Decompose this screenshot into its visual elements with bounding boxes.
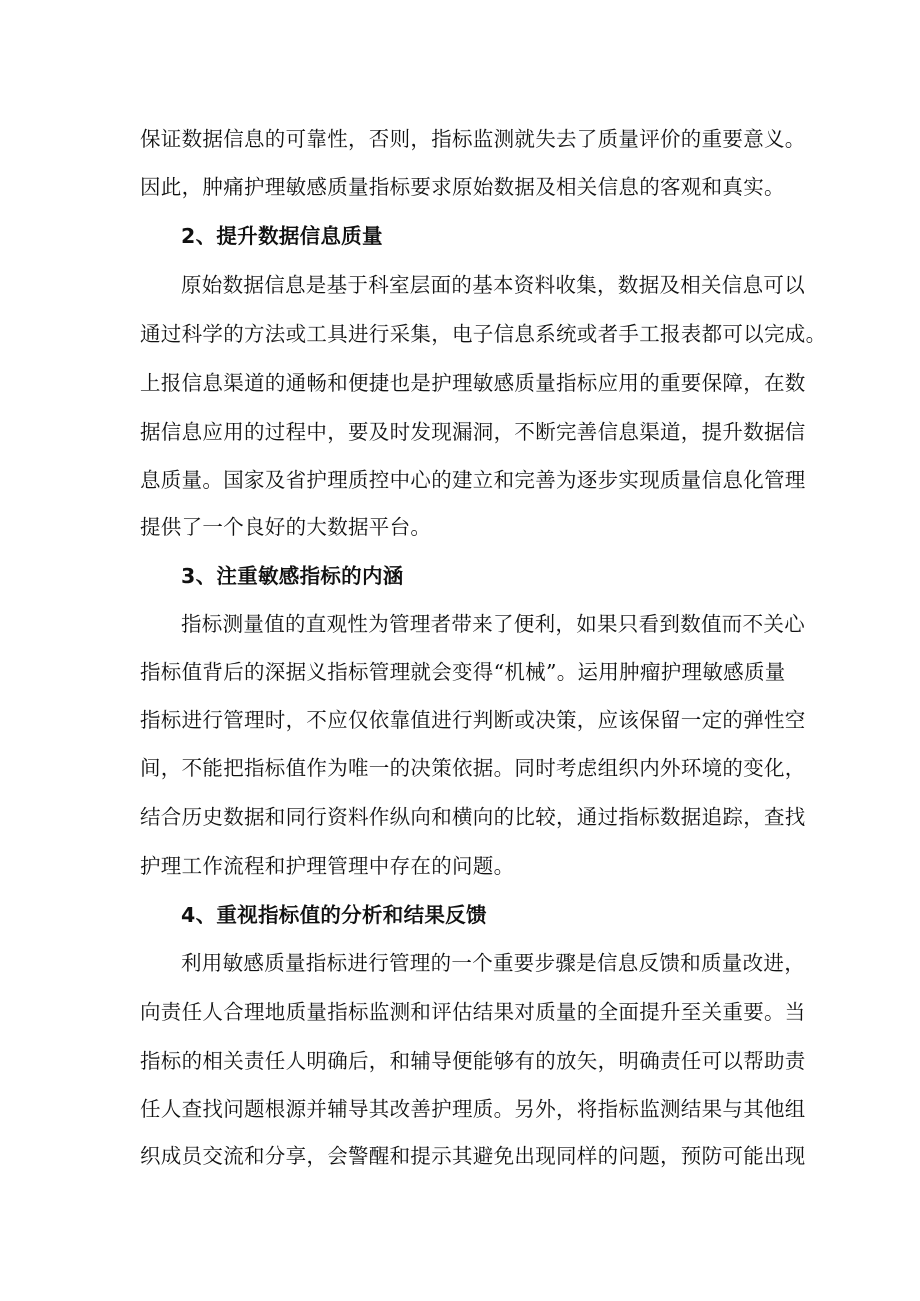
body-text-line: 向责任人合理地质量指标监测和评估结果对质量的全面提升至关重要。当 xyxy=(140,1000,806,1024)
section-heading-3: 3、注重敏感指标的内涵 xyxy=(181,564,404,588)
body-text-line: 指标的相关责任人明确后，和辅导便能够有的放矢，明确责任可以帮助责 xyxy=(140,1049,806,1073)
section-heading-4: 4、重视指标值的分析和结果反馈 xyxy=(181,903,487,927)
body-text-line: 据信息应用的过程中，要及时发现漏洞，不断完善信息渠道，提升数据信 xyxy=(140,420,806,444)
body-text-line: 指标测量值的直观性为管理者带来了便利，如果只看到数值而不关心 xyxy=(181,612,805,636)
body-text-line: 通过科学的方法或工具进行采集，电子信息系统或者手工报表都可以完成。 xyxy=(140,322,827,346)
body-text-line: 因此，肿痛护理敏感质量指标要求原始数据及相关信息的客观和真实。 xyxy=(140,175,785,199)
body-text-line: 指标进行管理时，不应仅依靠值进行判断或决策，应该保留一定的弹性空 xyxy=(140,708,806,732)
body-text-line: 间，不能把指标值作为唯一的决策依据。同时考虑组织内外环境的变化， xyxy=(140,756,806,780)
body-text-line: 上报信息渠道的通畅和便捷也是护理敏感质量指标应用的重要保障，在数 xyxy=(140,371,806,395)
body-text-line: 息质量。国家及省护理质控中心的建立和完善为逐步实现质量信息化管理 xyxy=(140,468,806,492)
body-text-line: 原始数据信息是基于科室层面的基本资料收集，数据及相关信息可以 xyxy=(181,273,805,297)
body-text-line: 护理工作流程和护理管理中存在的问题。 xyxy=(140,854,515,878)
body-text-line: 提供了一个良好的大数据平台。 xyxy=(140,515,432,539)
section-heading-2: 2、提升数据信息质量 xyxy=(181,224,383,248)
body-text-line: 保证数据信息的可靠性，否则，指标监测就失去了质量评价的重要意义。 xyxy=(140,127,806,151)
body-text-line: 结合历史数据和同行资料作纵向和横向的比较，通过指标数据追踪，查找 xyxy=(140,805,806,829)
body-text-line: 利用敏感质量指标进行管理的一个重要步骤是信息反馈和质量改进， xyxy=(181,951,805,975)
body-text-line: 指标值背后的深据义指标管理就会变得“机械”。运用肿瘤护理敏感质量 xyxy=(140,660,786,684)
body-text-line: 织成员交流和分享，会警醒和提示其避免出现同样的问题，预防可能出现 xyxy=(140,1144,806,1168)
body-text-line: 任人查找问题根源并辅导其改善护理质。另外，将指标监测结果与其他组 xyxy=(140,1097,806,1121)
